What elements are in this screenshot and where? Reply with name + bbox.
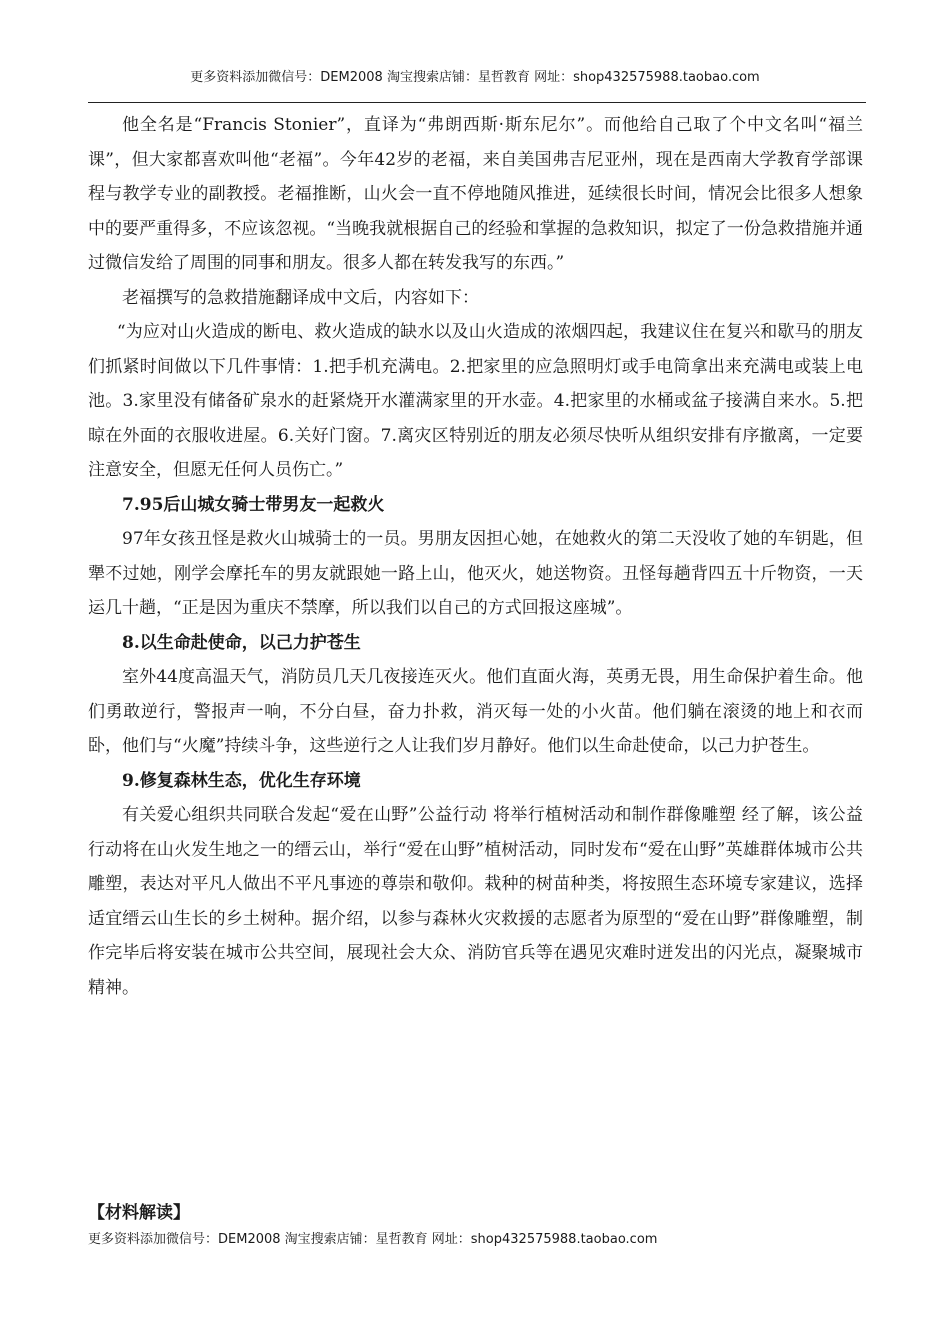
paragraph-forest-restoration: 有关爱心组织共同联合发起“爱在山野”公益行动 将举行植树活动和制作群像雕塑 经了解，该公益行动将在山火发生地之一的缙云山，举行“爱在山野”植树活动，同时发布“爱在山野”英雄群体城市公共雕塑，表达对平凡人做出不平凡事迹的尊崇和敬仰。栽种的树苗种类，将按照生态环境专家建议，选择适宜缙云山生长的乡土树种。据介绍，以参与森林火灾救援的志愿者为原型的“爱在山野”群像雕塑，制作完毕后将安装在城市公共空间，展现社会大众、消防官兵等在遇见灾难时迸发出的闪光点，凝聚城市精神。: [88, 805, 863, 998]
page-footer: 更多资料添加微信号：DEM2008 淘宝搜索店铺：星哲教育 网址：shop432575988.taobao.com: [88, 1232, 658, 1247]
page-header: 更多资料添加微信号：DEM2008 淘宝搜索店铺：星哲教育 网址：shop432575988.taobao.com: [190, 70, 760, 85]
paragraph-emergency-measures: “为应对山火造成的断电、救火造成的缺水以及山火造成的浓烟四起，我建议住在复兴和歇马的朋友们抓紧时间做以下几件事情：1.把手机充满电。2.把家里的应急照明灯或手电筒拿出来充满电或装上电池。3.家里没有储备矿泉水的赶紧烧开水灌满家里的开水壶。4.把家里的水桶或盆子接满自来水。5.把晾在外面的衣服收进屋。6.关好门窗。7.离灾区特别近的朋友必须尽快听从组织安排有序撤离，一定要注意安全，但愿无任何人员伤亡。”: [88, 322, 863, 480]
section-heading-7: 7.95后山城女骑士带男友一起救火: [122, 494, 385, 515]
paragraph-lao-fu-intro: 他全名是“Francis Stonier”，直译为“弗朗西斯·斯东尼尔”。而他给自己取了个中文名叫“福兰课”，但大家都喜欢叫他“老福”。今年42岁的老福，来自美国弗吉尼亚州，现在是西南大学教育学部课程与教学专业的副教授。老福推断，山火会一直不停地随风推进，延续很长时间，情况会比很多人想象中的要严重得多，不应该忽视。“当晚我就根据自己的经验和掌握的急救知识，拟定了一份急救措施并通过微信发给了周围的同事和朋友。很多人都在转发我写的东西。”: [88, 115, 863, 273]
material-interpretation-label: 【材料解读】: [88, 1203, 190, 1223]
paragraph-female-rider: 97年女孩丑怪是救火山城骑士的一员。男朋友因担心她，在她救火的第二天没收了她的车钥匙，但犟不过她，刚学会摩托车的男友就跟她一路上山，他灭火，她送物资。丑怪每趟背四五十斤物资，一天运几十趟，“正是因为重庆不禁摩，所以我们以自己的方式回报这座城”。: [88, 529, 863, 618]
paragraph-firefighters: 室外44度高温天气，消防员几天几夜接连灭火。他们直面火海，英勇无畏，用生命保护着生命。他们勇敢逆行，警报声一响，不分白昼，奋力扑救，消灭每一处的小火苗。他们躺在滚烫的地上和衣而卧，他们与“火魔”持续斗争，这些逆行之人让我们岁月静好。他们以生命赴使命，以己力护苍生。: [88, 667, 863, 756]
header-divider: [88, 102, 866, 103]
section-heading-8: 8.以生命赴使命，以己力护苍生: [122, 632, 361, 653]
paragraph-translation-intro: 老福撰写的急救措施翻译成中文后，内容如下：: [122, 287, 479, 308]
document-body: [88, 108, 863, 1005]
section-heading-9: 9.修复森林生态，优化生存环境: [122, 770, 361, 791]
